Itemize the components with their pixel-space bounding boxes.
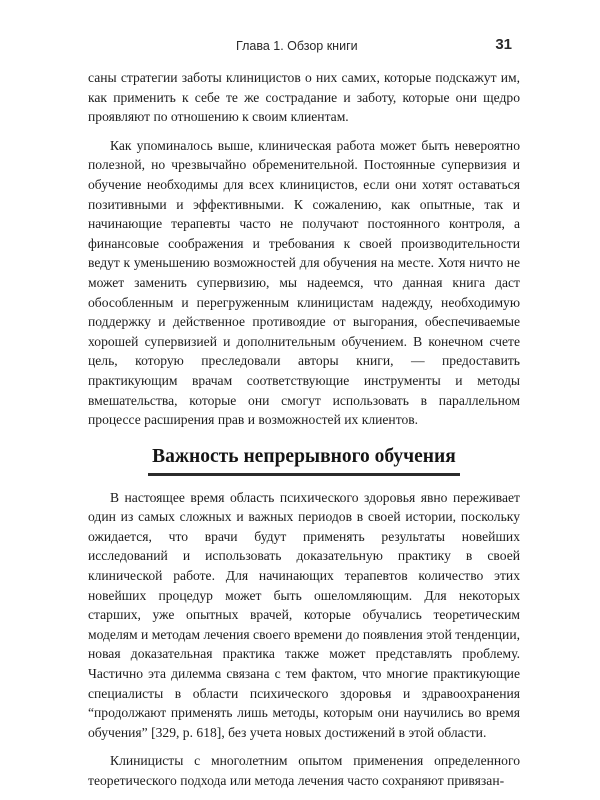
paragraph-experienced-clinicians: Клиницисты с многолетним опытом применения определенного теоретического подхода или метода лечения часто сохраняют привязан- — [88, 753, 520, 788]
section-heading-text: Важность непрерывного обучения — [148, 444, 460, 476]
paragraph-mental-health: В настоящее время область психического здоровья явно переживает один из самых сложных и важных периодов в своей истории, поскольку ожидается, что врачи будут применять результаты новейших исследований и использовать доказательную практику в своей клинической работе. Для начинающих терапевтов количество этих новейших процедур может быть ошеломляющим. Для некоторых старших, уже опытных врачей, которые обучались теоретическим моделям и методам лечения своего времени до появления этой тенденции, новая доказательная практика также может представлять проблему. Частично эта дилемма связана с тем фактом, что многие практикующие специалисты в области психического здоровья и здравоохранения “продолжают применять лишь методы, которым они научились во время обучения” [329, p. 618], без учета новых достижений в этой области. — [88, 489, 520, 740]
paragraph-clinical-work: Как упоминалось выше, клиническая работа может быть невероятно полезной, но чрезвычайно обременительной. Постоянные супервизия и обучение необходимы для всех клиницистов, если они хотят оставаться позитивными и эффективными. К сожалению, как опытные, так и начинающие терапевты часто не получают постоянного контроля, а финансовые соображения и требования к своей производительности ведут к уменьшению возможностей для обучения на месте. Хотя ничто не может заменить супервизию, мы надеемся, что данная книга даст обособленным и перегруженным клиницистам надежду, необходимую поддержку и действенное противоядие от выгорания, обеспечиваемые хорошей супервизией и дополнительным обучением. В конечном счете цель, которую преследовали авторы книги, — предоставить практикующим врачам соответствующие инструменты и методы вмешательства, которые они смогут использовать в параллельном процессе расширения прав и возможностей их клиентов. — [88, 137, 520, 428]
paragraph-continuation: саны стратегии заботы клиницистов о них самих, которые подскажут им, как применить к себе те же сострадание и заботу, которые они щедро проявляют по отношению к своим клиентам. — [88, 70, 520, 125]
running-header — [88, 36, 520, 58]
chapter-title: Глава 1. Обзор книги — [236, 39, 358, 53]
section-heading — [88, 444, 520, 476]
page-body — [88, 68, 520, 800]
page-number: 31 — [495, 36, 512, 53]
